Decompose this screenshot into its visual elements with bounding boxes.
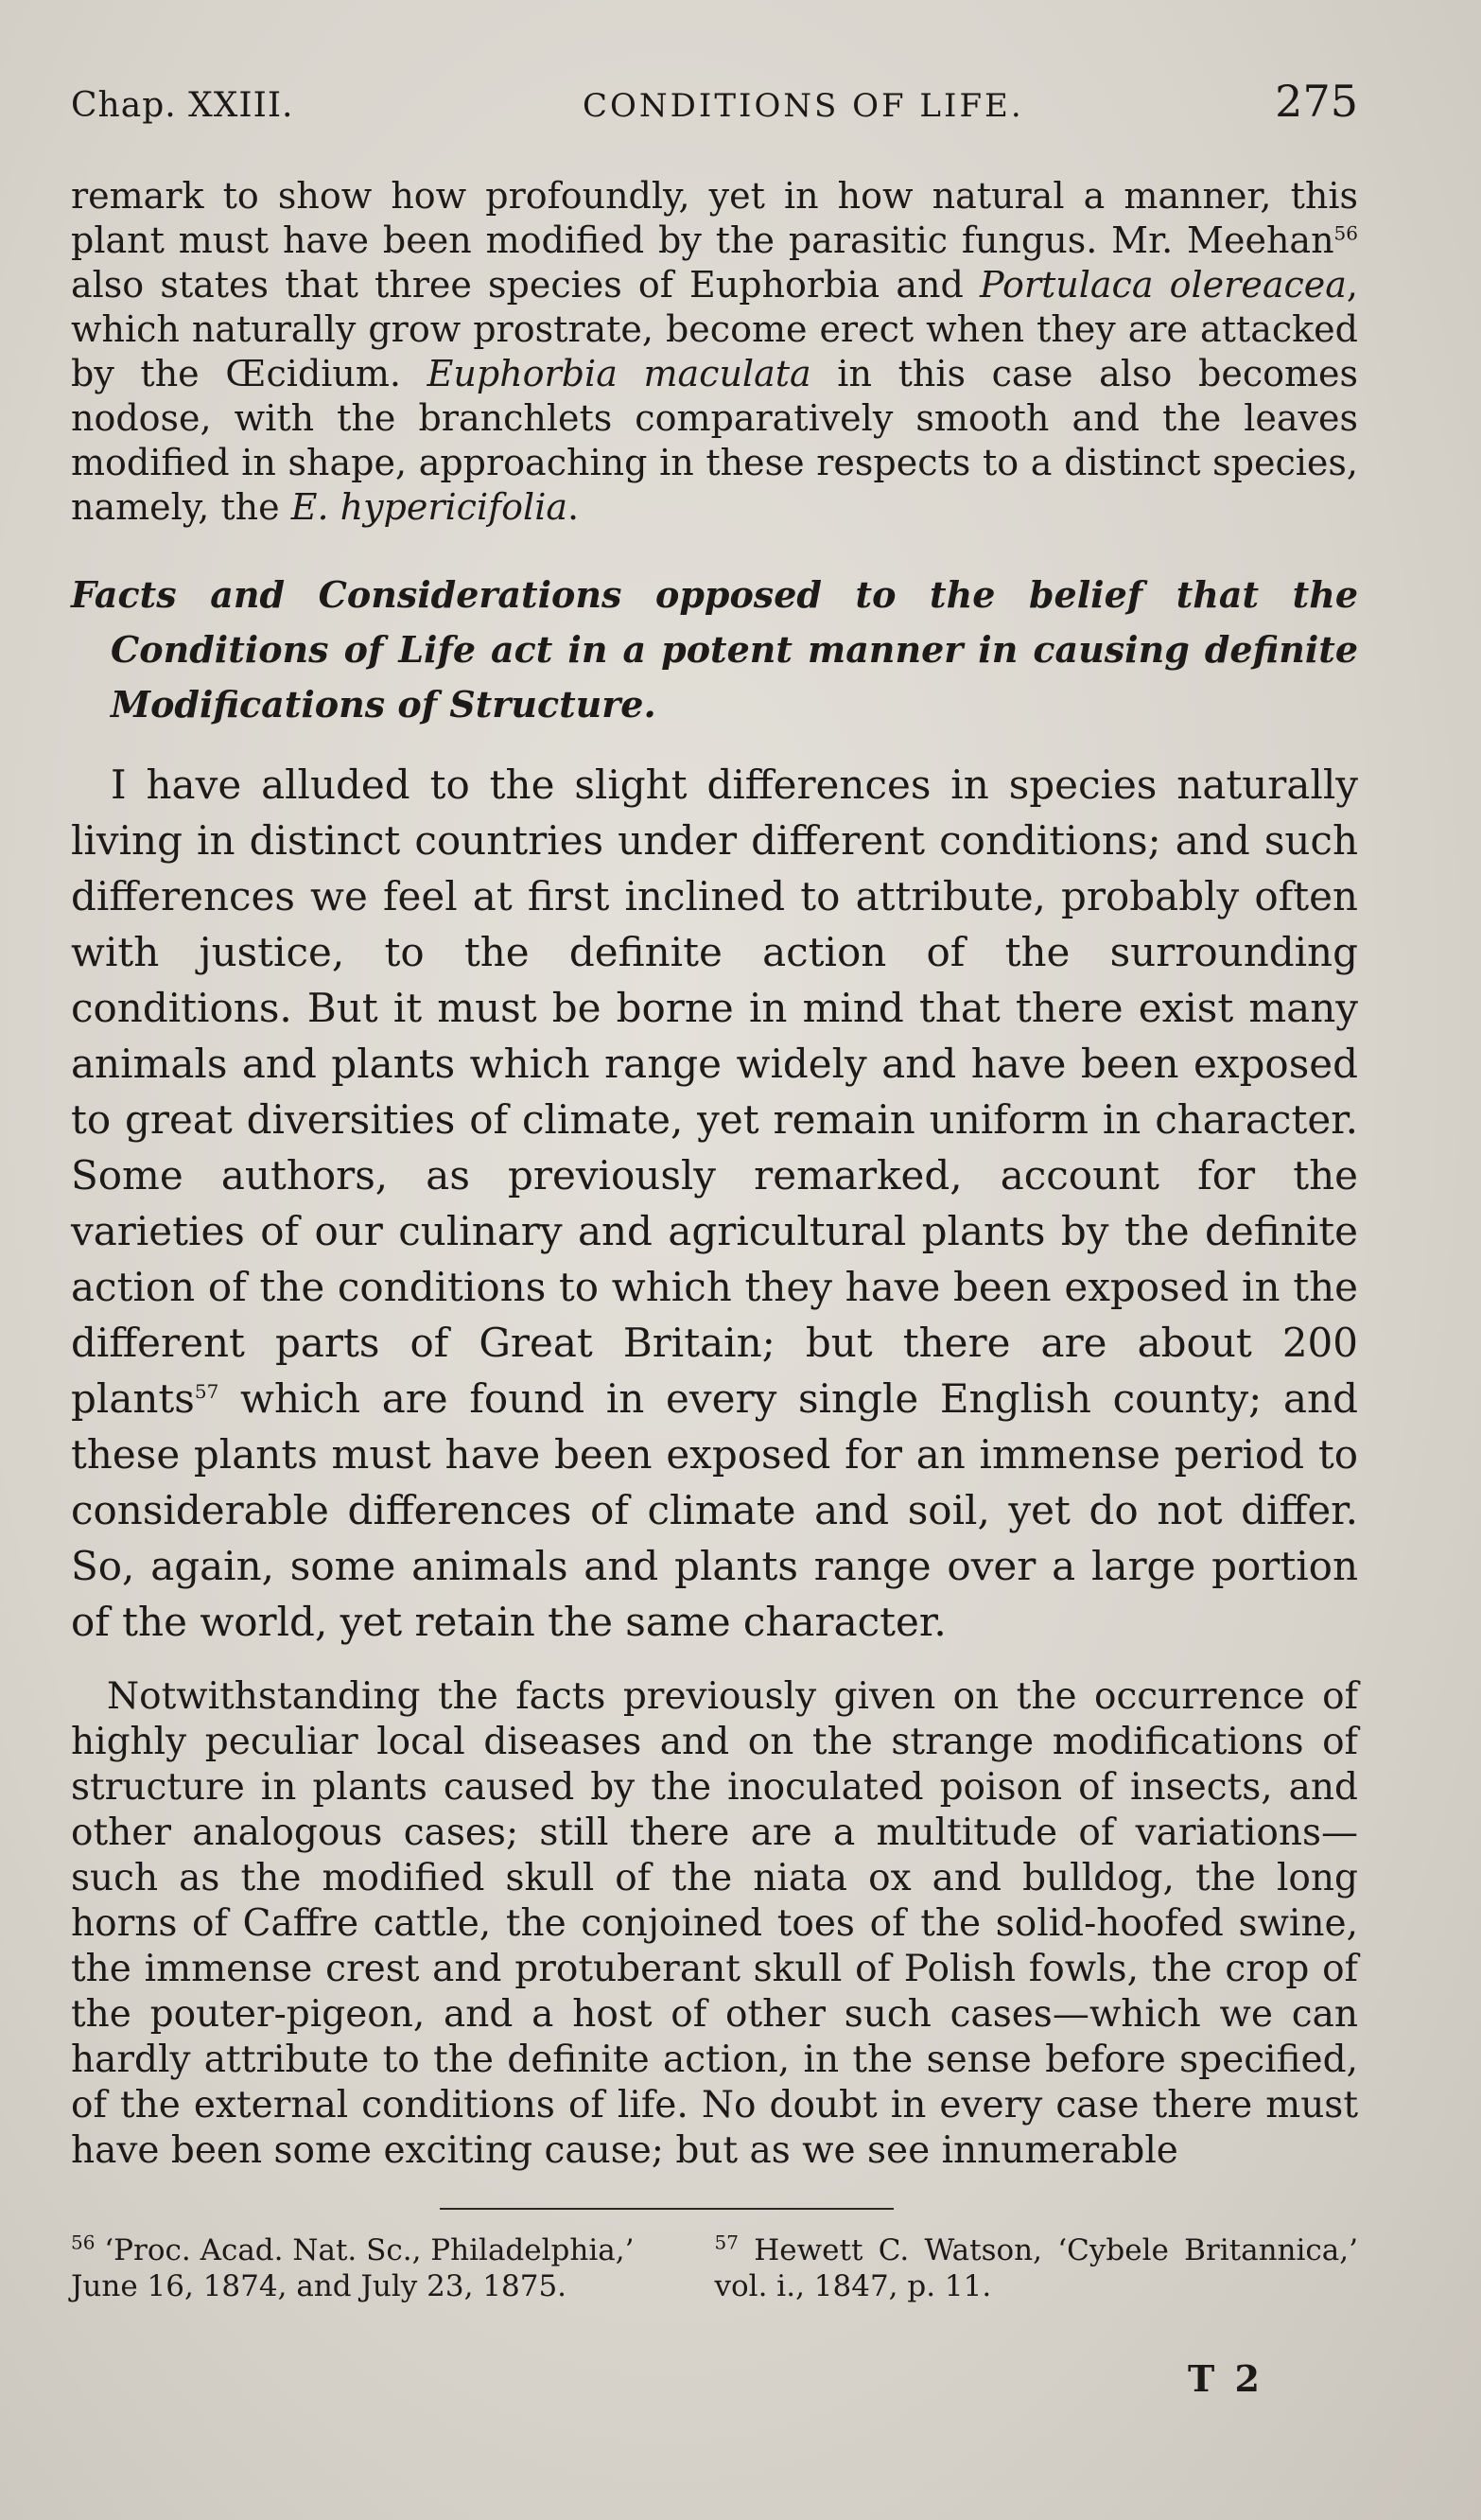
footnote-56-text: ‘Proc. Acad. Nat. Sc., Philadelphia,’ June 16, 1874, and July 23, 1875. <box>71 2233 635 2303</box>
paragraph-3: Notwithstanding the facts previously given on the occurrence of highly peculiar local diseases and on the strange modifications of structure in plants caused by the inoculated poison of insects, and other analogous cases; still there are a multitude of variations—such as the modified skull of the niata ox and bulldog, the long horns of Caffre cattle, the conjoined toes of the solid-hoofed swine, the immense crest and protuberant skull of Polish fowls, the crop of the pouter-pigeon, and a host of other such cases—which we can hardly attribute to the definite action, in the sense before specified, of the external conditions of life. No doubt in every case there must have been some exciting cause; but as we see innumerable <box>71 1675 1358 2172</box>
species-portulaca: Portulaca olereacea <box>979 264 1347 306</box>
paragraph-1-text-c: , which naturally grow prostrate, become erect when they are attacked by the Œcidium. <box>71 264 1358 394</box>
paragraph-2-text-a: I have alluded to the slight differences in species naturally living in distinct countries under different conditions; and such differences we feel at first inclined to attribute, probably often with justice, to the definite action of the surrounding conditions. But it must be borne in mind that there exist many animals and plants which range widely and have been exposed to great diversities of climate, yet remain uniform in character. Some authors, as previously remarked, account for the varieties of our culinary and agricultural plants by the definite action of the conditions to which they have been exposed in the different parts of Great Britain; but there are about 200 plants <box>71 761 1358 1422</box>
footnote-divider <box>440 2208 894 2210</box>
chapter-label: Chap. XXIII. <box>71 86 294 125</box>
species-e-hypericifolia: E. hypericifolia <box>290 486 568 528</box>
footnote-56 <box>71 2232 688 2304</box>
paragraph-1-text-d: in this case also becomes nodose, with the branchlets comparatively smooth and the leaves modified in shape, approaching in these respects to a distinct species, namely, the <box>71 353 1358 528</box>
chapter-title: CONDITIONS OF LIFE. <box>583 87 1024 125</box>
paragraph-2 <box>71 757 1358 1650</box>
footnote-ref-56: 56 <box>1333 221 1358 245</box>
section-heading: Facts and Considerations opposed to the belief that the Conditions of Life act in a potent manner in causing definite Modifications of Structure. <box>71 573 1358 726</box>
paragraph-1-text-b: also states that three species of Euphorbia and <box>71 264 980 306</box>
footnote-57-text: Hewett C. Watson, ‘Cybele Britannica,’ vol. i., 1847, p. 11. <box>714 2233 1358 2303</box>
paragraph-2-text-b: which are found in every single English county; and these plants must have been exposed for an immense period to considerable differences of climate and soil, yet do not differ. So, again, some animals and plants range over a large portion of the world, yet retain the same character. <box>71 1375 1358 1645</box>
footnote-ref-57: 57 <box>194 1380 219 1403</box>
paragraph-1 <box>71 174 1358 530</box>
page-number: 275 <box>1275 76 1358 127</box>
signature-mark: T 2 <box>1188 2357 1263 2400</box>
species-euphorbia-maculata: Euphorbia maculata <box>427 353 811 394</box>
footnote-56-number: 56 <box>71 2231 96 2254</box>
paragraph-1-text-e: . <box>567 486 580 528</box>
footnotes <box>71 2232 1358 2304</box>
paragraph-1-text-a: remark to show how profoundly, yet in how natural a manner, this plant must have been modified by the parasitic fungus. Mr. Meehan <box>71 175 1358 261</box>
running-head <box>71 76 1358 142</box>
footnote-57-number: 57 <box>714 2231 739 2254</box>
footnote-57 <box>715 2232 1359 2304</box>
